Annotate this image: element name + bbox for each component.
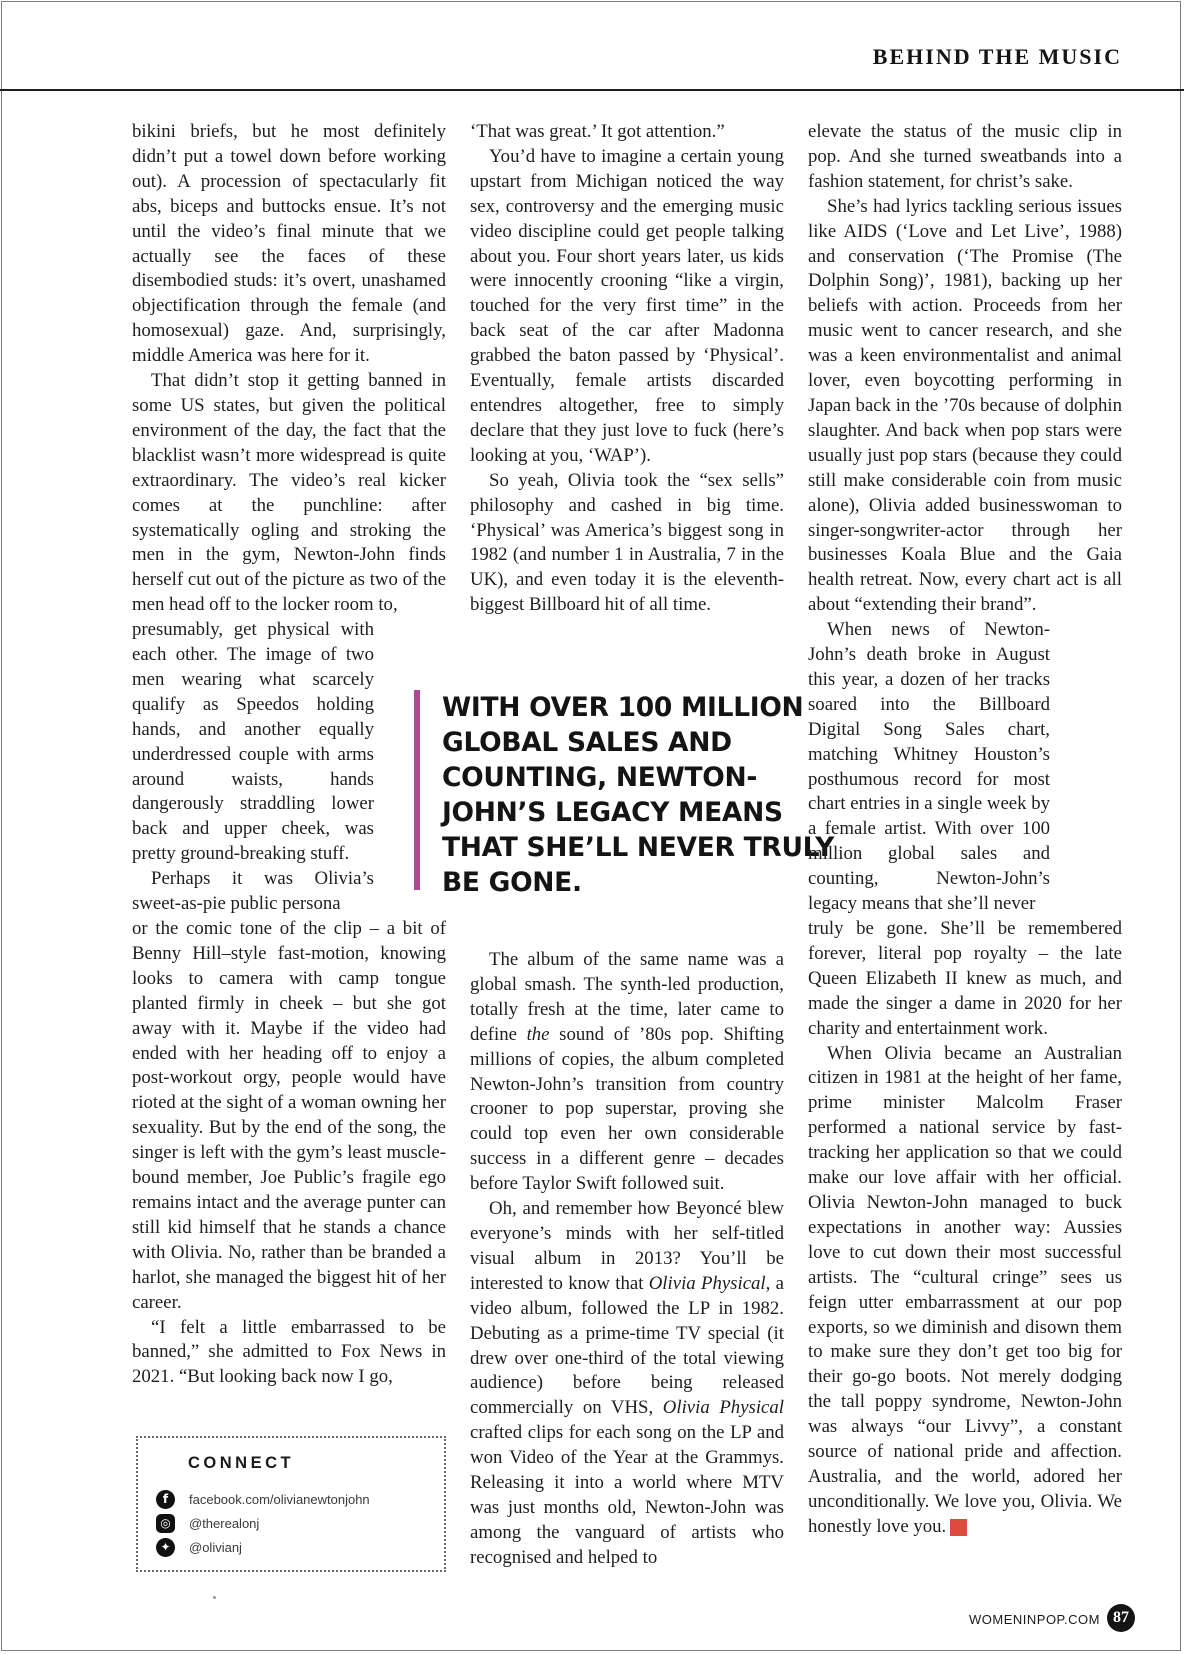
social-handle: @olivianj — [189, 1539, 242, 1555]
col2-paragraph-2: You’d have to imagine a certain young upstart from Michigan noticed the way sex, controversy and the emerging music video discipline could get people talking about you. Four short years later, us kids were innocently crooning “like a virgin, touched for the very first time” in the back seat of the car after Madonna grabbed the baton passed by ‘Physical’. Eventually, female artists discarded entendres altogether, free to simply declare that they just love to fuck (here’s looking at you, ‘WAP’). — [470, 145, 784, 466]
col2-paragraph-5: Oh, and remember how Beyoncé blew everyone’s minds with her self-titled visual album in 2013? You’ll be interested to know that Olivia Physical, a video album, followed the LP in 1982. Debuting as a prime-time TV special (it drew over one-third of the total viewing audience) before being released commercially on VHS, Olivia Physical crafted clips for each song on the LP and won Video of the Year at the Grammys. Releasing it into a world where MTV was just months old, Newton-John was among the vanguard of artists who recognised and helped to — [470, 1198, 785, 1568]
social-handle: @therealonj — [189, 1515, 260, 1531]
facebook-icon: f — [156, 1490, 175, 1509]
col2-paragraph-3: So yeah, Olivia took the “sex sells” philosophy and cashed in big time. ‘Physical’ was America’s biggest song in 1982 (and number 1 in Australia, 7 in the UK), and even today it is the eleventh-biggest Billboard hit of all time. — [470, 469, 784, 616]
col3-paragraph-2: She’s had lyrics tackling serious issues like AIDS (‘Love and Let Live’, 1988) and conservation (‘The Promise (The Dolphin Song)’, 1981), backing up her beliefs with action. Proceeds from her music went to cancer research, and she was a keen environmentalist and animal lover, even boycotting performing in Japan back in the ’70s because of dolphin slaughter. And back when pop stars were usually just pop stars (because they could still make considerable coin from music alone), Olivia added businesswoman to singer-songwriter-actor through her businesses Koala Blue and the Gaia health retreat. Now, every chart act is all about “extending their brand”. — [808, 195, 1122, 616]
col1-paragraph-1: bikini briefs, but he most definitely didn’t put a towel down before working out). A procession of spectacularly fit abs, biceps and buttocks ensue. It’s not until the video’s final minute that we actually see the faces of these disembodied studs: it’s overt, unashamed objectification through the female (and homosexual) gaze. And, surprisingly, middle America was here for it. — [132, 121, 446, 367]
pull-quote: WITH OVER 100 MILLION GLOBAL SALES AND COUNTING, NEWTON-JOHN’S LEGACY MEANS THAT SHE’LL NEVER TRULY BE GONE. — [414, 690, 834, 890]
col2-paragraph-1: ‘That was great.’ It got attention.” — [470, 121, 725, 142]
column-1 — [132, 120, 446, 1390]
page-number: 87 — [1107, 1604, 1135, 1632]
col2-paragraph-4: The album of the same name was a global smash. The synth-led production, totally fresh at the time, later came to define the sound of ’80s pop. Shifting millions of copies, the album completed Newton-John’s transition from country crooner to pop superstar, proving she could top even her own considerable success in a different genre – decades before Taylor Swift followed suit. — [470, 949, 785, 1195]
col1-paragraph-3a: Perhaps it was Olivia’s sweet-as-pie public persona — [132, 868, 374, 915]
connect-box — [136, 1436, 446, 1572]
column-2-top — [470, 120, 784, 618]
social-twitter[interactable] — [156, 1536, 242, 1558]
col3-paragraph-3b: truly be gone. She’ll be remembered forever, literal pop royalty – the late Queen Elizabeth II knew as much, and made the singer a dame in 2020 for her charity and entertainment work. — [808, 918, 1122, 1039]
instagram-icon: ◎ — [156, 1514, 175, 1533]
col1-paragraph-2b: presumably, get physical with each other. The image of two men wearing what scarcely qualify as Speedos holding hands, and another equally underdressed couple with arms around waists, hands dangerously straddling lower back and upper cheek, was pretty ground-breaking stuff. — [132, 619, 374, 865]
col3-paragraph-4: When Olivia became an Australian citizen in 1981 at the height of her fame, prime minister Malcolm Fraser performed a national service by fast-tracking her application so that we could make our love affair with her official. Olivia Newton-John managed to buck expectations in another way: Aussies love to cut down their most successful artists. The “cultural cringe” sees us feign utter embarrassment at our pop exports, so we diminish and disown them to make sure they don’t get too big for their go-go boots. Not merely dodging the tall poppy syndrome, Newton-John was always “our Livvy”, a constant source of national pride and affection. Australia, and the world, adored her unconditionally. We love you, Olivia. We honestly love you. W — [808, 1042, 1122, 1537]
end-mark-icon: W — [950, 1519, 967, 1536]
column-3 — [808, 120, 1122, 1540]
social-instagram[interactable] — [156, 1512, 259, 1534]
col1-paragraph-4: “I felt a little embarrassed to be banned,” she admitted to Fox News in 2021. “But looking back now I go, — [132, 1316, 446, 1388]
col3-paragraph-1: elevate the status of the music clip in pop. And she turned sweatbands into a fashion statement, for christ’s sake. — [808, 121, 1122, 192]
section-title: BEHIND THE MUSIC — [872, 44, 1122, 69]
col1-paragraph-2a: That didn’t stop it getting banned in some US states, but given the political environment of the day, the fact that the blacklist wasn’t more widespread is quite extraordinary. The video’s real kicker comes at the punchline: after systematically ogling and stroking the men in the gym, Newton-John finds herself cut out of the picture as two of the men head off to the locker room to, — [132, 370, 446, 616]
connect-title: CONNECT — [188, 1454, 295, 1472]
social-facebook[interactable] — [156, 1488, 370, 1510]
header-rule — [0, 89, 1184, 91]
col3-paragraph-3a: When news of Newton-John’s death broke in August this year, a dozen of her tracks soared into the Billboard Digital Song Sales chart, matching Whitney Houston’s posthumous record for most chart entries in a single week by a female artist. With over 100 million global sales and counting, Newton-John’s legacy means that she’ll never — [808, 619, 1050, 915]
twitter-icon: ✦ — [156, 1538, 175, 1557]
footer-website: WOMENINPOP.COM — [969, 1612, 1100, 1627]
social-handle: facebook.com/olivianewtonjohn — [189, 1491, 370, 1507]
scan-speck — [213, 1596, 216, 1599]
col1-paragraph-3b: or the comic tone of the clip – a bit of Benny Hill–style fast-motion, knowing looks to camera with camp tongue planted firmly in cheek – but she got away with it. Maybe if the video had ended with her heading off to enjoy a post-workout orgy, people would have rioted at the sight of a woman owning her sexuality. But by the end of the song, the singer is left with the gym’s least muscle-bound member, Joe Public’s fragile ego remains intact and the average punter can still kid himself that he stands a chance with Olivia. No, rather than be branded a harlot, she managed the biggest hit of her career. — [132, 918, 446, 1313]
column-2-bottom — [470, 948, 784, 1571]
